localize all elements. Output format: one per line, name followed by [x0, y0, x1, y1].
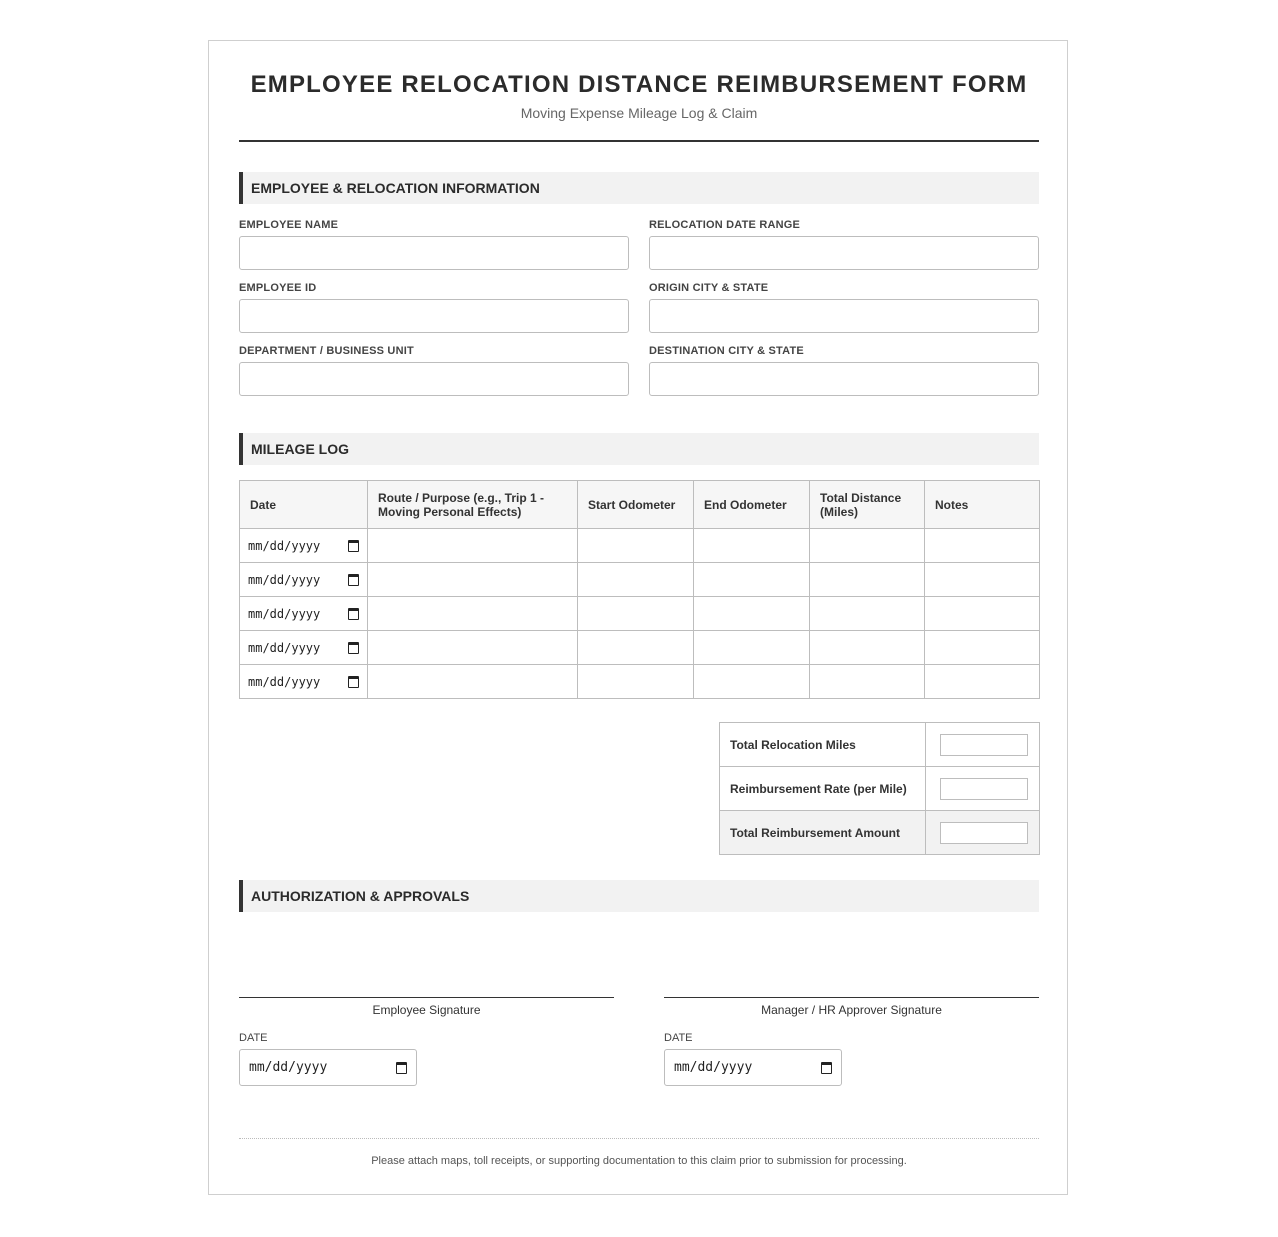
rate-cell — [926, 767, 1040, 811]
end-odometer-cell[interactable] — [694, 563, 810, 597]
end-odometer-cell[interactable] — [694, 631, 810, 665]
notes-cell[interactable] — [925, 563, 1040, 597]
column-header-route: Route / Purpose (e.g., Trip 1 - Moving Personal Effects) — [368, 481, 578, 529]
date-placeholder: mm/dd/yyyy — [248, 674, 321, 689]
manager-date-label: DATE — [664, 1032, 693, 1044]
route-cell[interactable] — [368, 631, 578, 665]
column-header-date: Date — [240, 481, 368, 529]
employee-signature-label: Employee Signature — [372, 1003, 481, 1017]
table-row — [240, 665, 1040, 699]
destination-label: DESTINATION CITY & STATE — [649, 345, 804, 357]
date-placeholder: mm/dd/yyyy — [248, 606, 321, 621]
total-distance-cell[interactable] — [810, 529, 925, 563]
date-placeholder: mm/dd/yyyy — [248, 572, 321, 587]
footer-divider — [239, 1138, 1039, 1139]
total-miles-row — [720, 723, 1040, 767]
date-cell[interactable] — [240, 529, 368, 563]
route-cell[interactable] — [368, 665, 578, 699]
total-miles-label: Total Relocation Miles — [720, 723, 926, 767]
table-row — [240, 631, 1040, 665]
title-divider — [239, 140, 1039, 142]
date-placeholder: mm/dd/yyyy — [248, 640, 321, 655]
calendar-icon[interactable] — [348, 574, 359, 586]
footer-note: Please attach maps, toll receipts, or supporting documentation to this claim prior to submission for processing. — [371, 1155, 907, 1167]
total-distance-cell[interactable] — [810, 563, 925, 597]
date-placeholder: mm/dd/yyyy — [249, 1060, 328, 1075]
date-cell[interactable] — [240, 631, 368, 665]
calendar-icon[interactable] — [348, 608, 359, 620]
rate-input[interactable] — [940, 778, 1028, 800]
total-miles-cell — [926, 723, 1040, 767]
column-header-start-odometer: Start Odometer — [578, 481, 694, 529]
notes-cell[interactable] — [925, 631, 1040, 665]
route-cell[interactable] — [368, 597, 578, 631]
table-row — [240, 563, 1040, 597]
date-placeholder: mm/dd/yyyy — [674, 1060, 753, 1075]
calendar-icon[interactable] — [348, 642, 359, 654]
section-authorization: AUTHORIZATION & APPROVALS — [239, 880, 1039, 912]
department-label: DEPARTMENT / BUSINESS UNIT — [239, 345, 414, 357]
origin-label: ORIGIN CITY & STATE — [649, 282, 769, 294]
employee-id-input[interactable] — [239, 299, 629, 333]
employee-name-label: EMPLOYEE NAME — [239, 219, 339, 231]
manager-date-input[interactable] — [664, 1049, 842, 1086]
table-row — [240, 529, 1040, 563]
calendar-icon[interactable] — [348, 676, 359, 688]
manager-signature-label: Manager / HR Approver Signature — [761, 1003, 942, 1017]
date-range-label: RELOCATION DATE RANGE — [649, 219, 801, 231]
column-header-notes: Notes — [925, 481, 1040, 529]
total-distance-cell[interactable] — [810, 597, 925, 631]
start-odometer-cell[interactable] — [578, 665, 694, 699]
route-cell[interactable] — [368, 529, 578, 563]
manager-signature-line[interactable] — [664, 997, 1039, 998]
date-cell[interactable] — [240, 665, 368, 699]
employee-signature-line[interactable] — [239, 997, 614, 998]
column-header-end-odometer: End Odometer — [694, 481, 810, 529]
employee-date-input[interactable] — [239, 1049, 417, 1086]
total-amount-row — [720, 811, 1040, 855]
start-odometer-cell[interactable] — [578, 631, 694, 665]
column-header-total-distance: Total Distance (Miles) — [810, 481, 925, 529]
total-amount-input[interactable] — [940, 822, 1028, 844]
employee-name-input[interactable] — [239, 236, 629, 270]
form-title: EMPLOYEE RELOCATION DISTANCE REIMBURSEMENT FORM — [250, 71, 1028, 98]
notes-cell[interactable] — [925, 665, 1040, 699]
section-employee-info: EMPLOYEE & RELOCATION INFORMATION — [239, 172, 1039, 204]
total-amount-cell — [926, 811, 1040, 855]
notes-cell[interactable] — [925, 597, 1040, 631]
date-placeholder: mm/dd/yyyy — [248, 538, 321, 553]
calendar-icon[interactable] — [396, 1062, 407, 1074]
route-cell[interactable] — [368, 563, 578, 597]
start-odometer-cell[interactable] — [578, 597, 694, 631]
end-odometer-cell[interactable] — [694, 529, 810, 563]
department-input[interactable] — [239, 362, 629, 396]
date-cell[interactable] — [240, 597, 368, 631]
form-page — [208, 40, 1068, 1195]
end-odometer-cell[interactable] — [694, 665, 810, 699]
total-amount-label: Total Reimbursement Amount — [720, 811, 926, 855]
section-mileage-log: MILEAGE LOG — [239, 433, 1039, 465]
date-cell[interactable] — [240, 563, 368, 597]
origin-input[interactable] — [649, 299, 1039, 333]
mileage-log-table — [239, 480, 1040, 699]
total-distance-cell[interactable] — [810, 631, 925, 665]
end-odometer-cell[interactable] — [694, 597, 810, 631]
form-subtitle: Moving Expense Mileage Log & Claim — [520, 105, 758, 121]
date-range-input[interactable] — [649, 236, 1039, 270]
totals-table — [719, 722, 1040, 855]
employee-id-label: EMPLOYEE ID — [239, 282, 317, 294]
table-header-row — [240, 481, 1040, 529]
total-miles-input[interactable] — [940, 734, 1028, 756]
calendar-icon[interactable] — [348, 540, 359, 552]
employee-date-label: DATE — [239, 1032, 268, 1044]
start-odometer-cell[interactable] — [578, 529, 694, 563]
mileage-log-body — [240, 529, 1040, 699]
table-row — [240, 597, 1040, 631]
destination-input[interactable] — [649, 362, 1039, 396]
rate-label: Reimbursement Rate (per Mile) — [720, 767, 926, 811]
total-distance-cell[interactable] — [810, 665, 925, 699]
notes-cell[interactable] — [925, 529, 1040, 563]
rate-row — [720, 767, 1040, 811]
calendar-icon[interactable] — [821, 1062, 832, 1074]
start-odometer-cell[interactable] — [578, 563, 694, 597]
